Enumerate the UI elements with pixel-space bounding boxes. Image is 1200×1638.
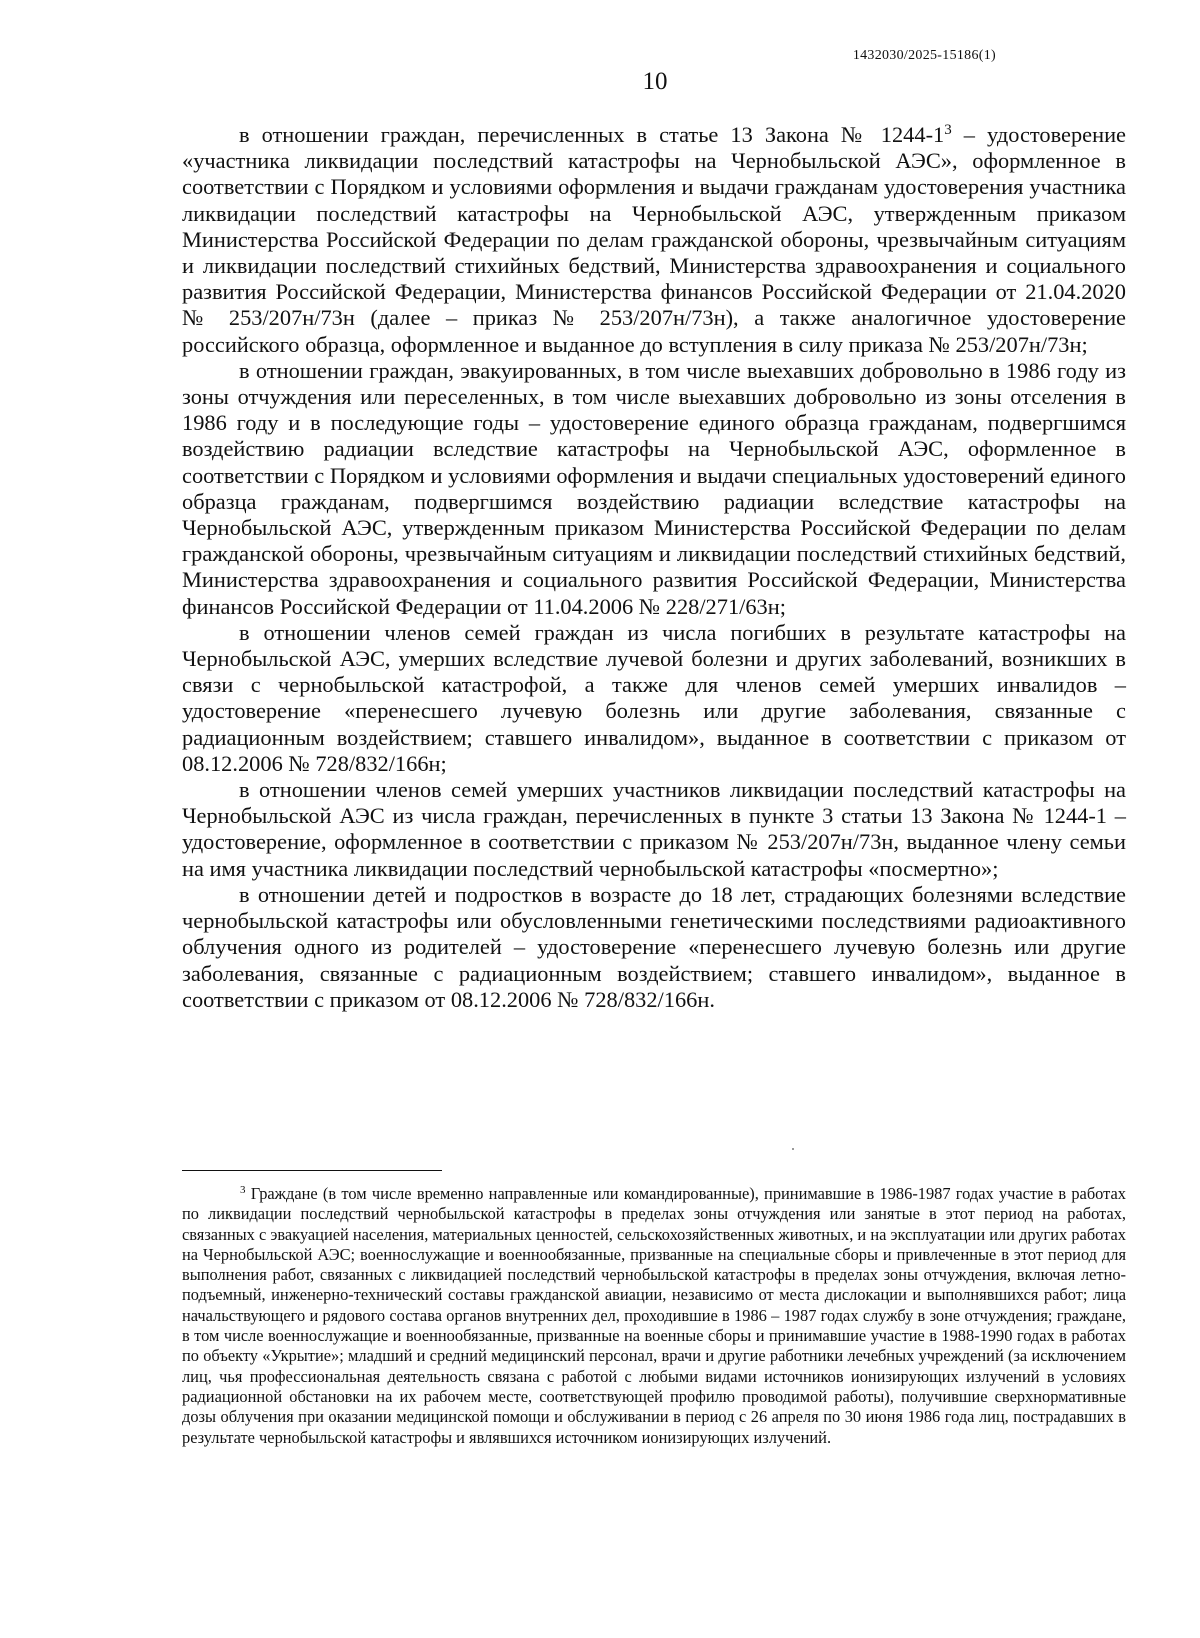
footnote-reference: 3	[944, 122, 952, 138]
page-number: 10	[642, 68, 668, 95]
paragraph-liquidation-participants	[182, 122, 1126, 358]
document-registration-number: 1432030/2025-15186(1)	[852, 48, 996, 63]
scan-speck	[792, 1148, 794, 1150]
paragraph-family-members-deceased: в отношении членов семей граждан из числа погибших в результате катастрофы на Чернобыльской АЭС, умерших вследствие лучевой болезни и других заболеваний, возникших в связи с чернобыльской катастрофой, а также для членов семей умерших инвалидов – удостоверение «перенесшего лучевую болезнь или другие заболевания, связанные с радиационным воздействием; ставшего инвалидом», выданное в соответствии с приказом от 08.12.2006 № 728/832/166н;	[182, 619, 1126, 776]
paragraph-text-part: – удостоверение «участника ликвидации последствий катастрофы на Чернобыльской АЭС», оформленное в соответствии с Порядком и условиями оформления и выдачи гражданам удостоверения участника ликвидации последствий катастрофы на Чернобыльской АЭС, утвержденным приказом Министерства Российской Федерации по делам гражданской обороны, чрезвычайным ситуациям и ликвидации последствий стихийных бедствий, Министерства здравоохранения и социального развития Российской Федерации, Министерства финансов Российской Федерации от 21.04.2020 № 253/207н/73н (далее – приказ № 253/207н/73н), а также аналогичное удостоверение российского образца, оформленное и выданное до вступления в силу приказа № 253/207н/73н;	[182, 122, 1126, 357]
footnote-text: Граждане (в том числе временно направленные или командированные), принимавшие в 1986-1987 годах участие в работах по ликвидации последствий чернобыльской катастрофы в пределах зоны отчуждения или занятые в этот период на работах, связанных с эвакуацией населения, материальных ценностей, сельскохозяйственных животных, и на эксплуатации или других работах на Чернобыльской АЭС; военнослужащие и военнообязанные, призванные на специальные сборы и привлеченные в этот период для выполнения работ, связанных с ликвидацией последствий чернобыльской катастрофы в пределах зоны отчуждения, включая летно-подъемный, инженерно-технический составы гражданской авиации, независимо от места дислокации и выполнявшихся работ; лица начальствующего и рядового состава органов внутренних дел, проходившие в 1986 – 1987 годах службу в зоне отчуждения; граждане, в том числе военнослужащие и военнообязанные, призванные на военные сборы и принимавшие участие в 1988-1990 годах в работах по объекту «Укрытие»; младший и средний медицинский персонал, врачи и другие работники лечебных учреждений (за исключением лиц, чья профессиональная деятельность связана с работой с любыми видами источников ионизирующих излучений в условиях радиационной обстановки на их рабочем месте, соответствующей профилю проводимой работы), получившие сверхнормативные дозы облучения при оказании медицинской помощи и обслуживании в период с 26 апреля по 30 июня 1986 года лиц, пострадавших в результате чернобыльской катастрофы и являвшихся источником ионизирующих излучений.	[182, 1184, 1126, 1447]
document-body	[182, 122, 1126, 1013]
paragraph-text-part: в отношении граждан, перечисленных в статье 13 Закона № 1244-1	[239, 122, 945, 147]
footnote-marker: 3	[240, 1184, 246, 1196]
paragraph-children-adolescents: в отношении детей и подростков в возрасте до 18 лет, страдающих болезнями вследствие чернобыльской катастрофы или обусловленными генетическими последствиями радиоактивного облучения одного из родителей – удостоверение «перенесшего лучевую болезнь или другие заболевания, связанные с радиационным воздействием; ставшего инвалидом», выданное в соответствии с приказом от 08.12.2006 № 728/832/166н.	[182, 881, 1126, 1012]
footnote	[182, 1184, 1126, 1448]
footnote-paragraph	[182, 1184, 1126, 1448]
footnote-separator	[182, 1170, 442, 1171]
paragraph-evacuated-citizens: в отношении граждан, эвакуированных, в том числе выехавших добровольно в 1986 году из зоны отчуждения или переселенных, в том числе выехавших добровольно из зоны отселения в 1986 году и в последующие годы – удостоверение единого образца гражданам, подвергшимся воздействию радиации вследствие катастрофы на Чернобыльской АЭС, оформленное в соответствии с Порядком и условиями оформления и выдачи специальных удостоверений единого образца гражданам, подвергшимся воздействию радиации вследствие катастрофы на Чернобыльской АЭС, утвержденным приказом Министерства Российской Федерации по делам гражданской обороны, чрезвычайным ситуациям и ликвидации последствий стихийных бедствий, Министерства здравоохранения и социального развития Российской Федерации, Министерства финансов Российской Федерации от 11.04.2006 № 228/271/63н;	[182, 357, 1126, 619]
paragraph-family-members-participants: в отношении членов семей умерших участников ликвидации последствий катастрофы на Чернобыльской АЭС из числа граждан, перечисленных в пункте 3 статьи 13 Закона № 1244-1 – удостоверение, оформленное в соответствии с приказом № 253/207н/73н, выданное члену семьи на имя участника ликвидации последствий чернобыльской катастрофы «посмертно»;	[182, 777, 1126, 881]
